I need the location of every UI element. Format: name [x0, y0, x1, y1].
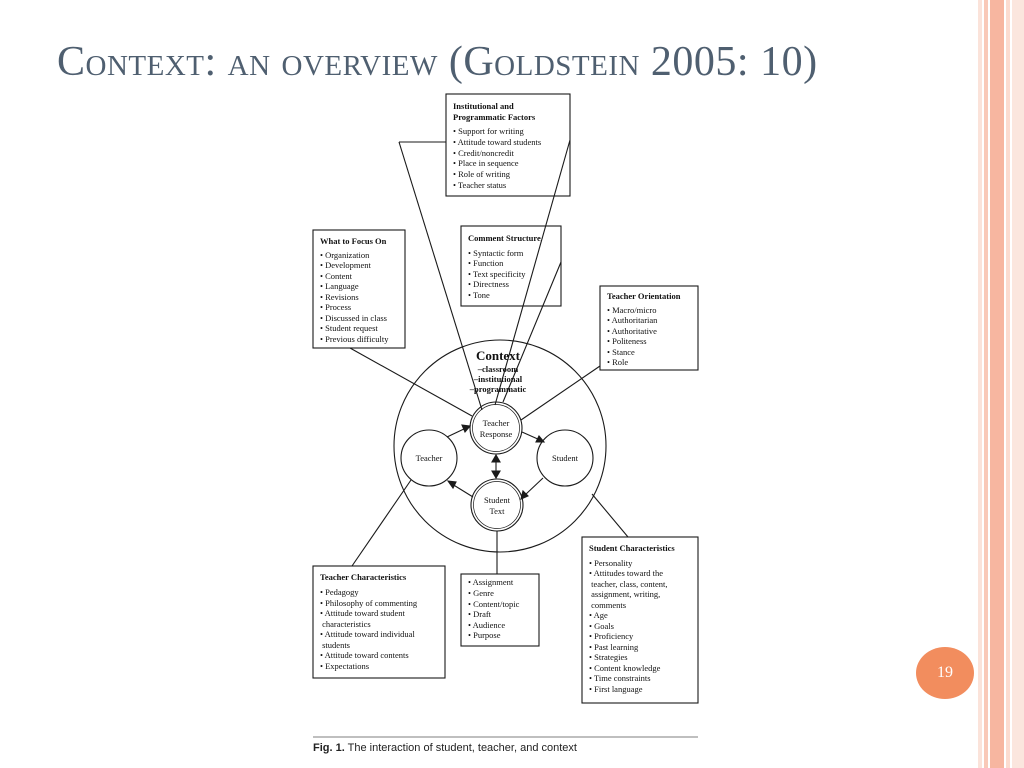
student-char-title: Student Characteristics [589, 543, 675, 553]
student-text-circle [471, 479, 523, 531]
text-factors-items: • Assignment • Genre • Content/topic • Draft • Audience • Purpose [468, 577, 520, 640]
page-number-badge [916, 647, 974, 699]
teacher-response-circle [470, 402, 522, 454]
orientation-title: Teacher Orientation [607, 291, 681, 301]
figure-caption-text: The interaction of student, teacher, and context [347, 742, 577, 754]
figure-caption-label: Fig. 1. [313, 742, 345, 754]
institutional-title: Institutional and Programmatic Factors [453, 101, 536, 122]
teacher-label: Teacher [415, 453, 443, 463]
page-number: 19 [937, 664, 953, 681]
teacher-response-label: Teacher Response [479, 418, 513, 439]
orientation-connector [521, 366, 600, 420]
focus-connector [350, 348, 472, 416]
teacher-char-connector [352, 480, 411, 566]
student-label: Student [552, 453, 578, 463]
comment-title: Comment Structure [468, 233, 541, 243]
focus-items: • Organization • Development • Content • Language • Revisions • Process • Discussed in class • Student request • Previous difficulty [320, 250, 389, 344]
context-items: –classroom –institutional –programmatic [469, 364, 527, 394]
student-text-label: Student Text [484, 495, 510, 516]
slide-title: Context: an overview (Goldstein 2005: 10) [57, 39, 818, 85]
comment-items: • Syntactic form • Function • Text specificity • Directness • Tone [468, 248, 526, 300]
student-char-connector [592, 494, 628, 537]
figure-caption [313, 742, 577, 754]
teacher-char-items: • Pedagogy • Philosophy of commenting • Attitude toward student characteristics • Attitude toward individual students • Attitude toward contents • Expectations [320, 587, 418, 671]
arrow-text-to-teacher [452, 484, 473, 497]
teacher-char-title: Teacher Characteristics [320, 572, 407, 582]
context-title: Context [475, 348, 521, 363]
institutional-items: • Support for writing • Attitude toward students • Credit/noncredit • Place in sequence • Role of writing • Teacher status [453, 126, 542, 190]
student-char-items: • Personality • Attitudes toward the teacher, class, content, assignment, writing, comments • Age • Goals • Proficiency • Past learning • Strategies • Content knowledge • Time constraints • First language [589, 558, 668, 694]
arrow-student-to-text [525, 478, 543, 495]
orientation-items: • Macro/micro • Authoritarian • Authoritative • Politeness • Stance • Role [607, 305, 658, 367]
arrow-teacher-to-response [447, 428, 466, 437]
focus-title: What to Focus On [320, 236, 387, 246]
